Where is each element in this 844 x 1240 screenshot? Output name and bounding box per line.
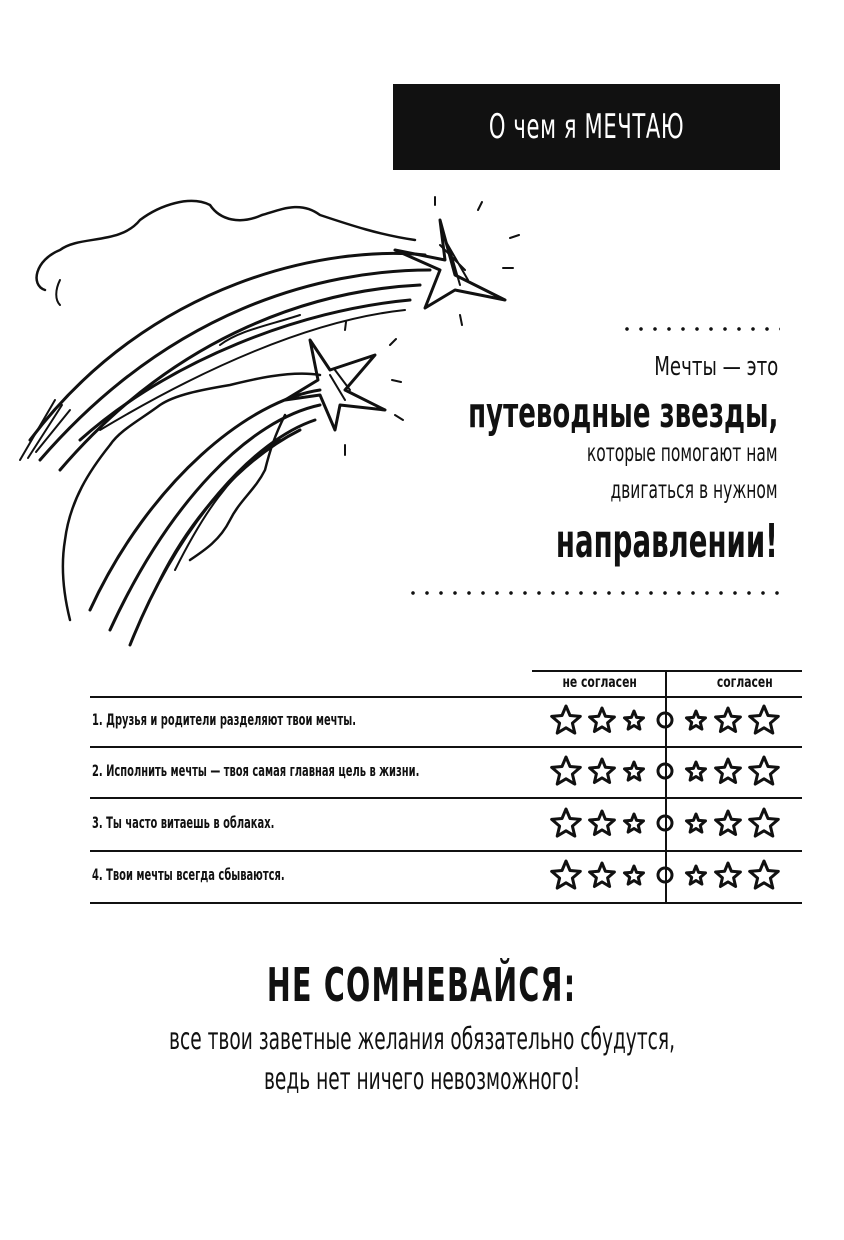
rating-star-icon[interactable] — [716, 863, 741, 887]
rating-scale[interactable] — [548, 700, 784, 748]
star-icon — [395, 220, 505, 308]
rating-scale-graphic — [548, 803, 784, 847]
table-rule — [532, 670, 802, 672]
neutral-circle-icon[interactable] — [658, 868, 672, 882]
rating-star-icon[interactable] — [687, 866, 706, 884]
neutral-circle-icon[interactable] — [658, 764, 672, 778]
rating-star-icon[interactable] — [625, 762, 644, 780]
rating-star-icon[interactable] — [590, 863, 615, 887]
rating-star-icon[interactable] — [625, 814, 644, 832]
closing-line: ведь нет ничего невозможного! — [263, 1062, 581, 1097]
neutral-circle-icon[interactable] — [658, 816, 672, 830]
rating-star-icon[interactable] — [750, 809, 779, 836]
rating-scale-graphic — [548, 700, 784, 744]
dotted-divider — [406, 590, 780, 596]
rating-star-icon[interactable] — [716, 759, 741, 783]
closing-line: все твои заветные желания обязательно сбудутся, — [169, 1022, 675, 1057]
rating-star-icon[interactable] — [687, 711, 706, 729]
statement-label: 4. Твои мечты всегда сбываются. — [92, 865, 285, 884]
rating-star-icon[interactable] — [687, 814, 706, 832]
rating-star-icon[interactable] — [716, 811, 741, 835]
statement-label: 2. Исполнить мечты — твоя самая главная цель в жизни. — [92, 761, 420, 780]
rating-star-icon[interactable] — [590, 708, 615, 732]
dotted-divider — [620, 326, 780, 332]
rating-star-icon[interactable] — [552, 861, 581, 888]
sparkle-icon — [435, 197, 519, 325]
rating-star-icon[interactable] — [750, 757, 779, 784]
quote-emphasis: путеводные звезды, — [467, 388, 778, 437]
statement-label: 1. Друзья и родители разделяют твои мечты. — [92, 710, 356, 729]
rating-star-icon[interactable] — [687, 762, 706, 780]
rating-scale-graphic — [548, 855, 784, 899]
rating-star-icon[interactable] — [552, 706, 581, 733]
rating-star-icon[interactable] — [552, 809, 581, 836]
neutral-circle-icon[interactable] — [658, 713, 672, 727]
quote-line: Мечты — это — [653, 352, 778, 382]
rating-star-icon[interactable] — [750, 861, 779, 888]
quote-line: которые помогают нам — [587, 438, 778, 467]
rating-scale[interactable] — [548, 751, 784, 799]
quote-line: двигаться в нужном — [610, 475, 778, 504]
title-banner — [393, 84, 780, 170]
header-agree: согласен — [716, 673, 773, 691]
statement-label: 3. Ты часто витаешь в облаках. — [92, 813, 275, 832]
rating-table — [90, 670, 802, 906]
rating-star-icon[interactable] — [750, 706, 779, 733]
rating-star-icon[interactable] — [625, 866, 644, 884]
rating-star-icon[interactable] — [716, 708, 741, 732]
rating-star-icon[interactable] — [590, 759, 615, 783]
rating-star-icon[interactable] — [590, 811, 615, 835]
closing-heading: НЕ СОМНЕВАЙСЯ: — [267, 958, 577, 1012]
rating-scale[interactable] — [548, 803, 784, 851]
rating-scale[interactable] — [548, 855, 784, 903]
rating-scale-graphic — [548, 751, 784, 795]
quote-emphasis: направлении! — [556, 514, 778, 568]
comet-hatching — [20, 400, 70, 460]
table-rule — [90, 696, 802, 698]
rating-star-icon[interactable] — [552, 757, 581, 784]
header-disagree: не согласен — [562, 673, 637, 691]
cloud-outline — [37, 201, 415, 345]
page-title: О чем я МЕЧТАЮ — [488, 107, 685, 147]
rating-star-icon[interactable] — [625, 711, 644, 729]
